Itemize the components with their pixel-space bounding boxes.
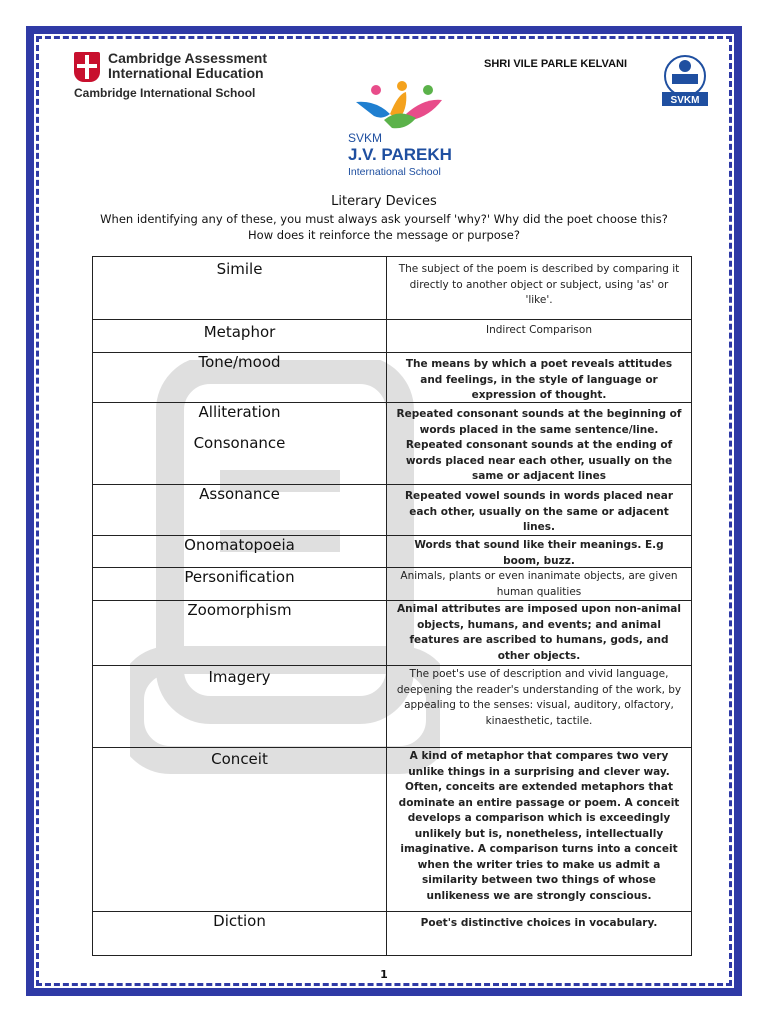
term-label: Alliteration <box>198 403 281 421</box>
term-cell <box>93 568 387 600</box>
term-label: Zoomorphism <box>187 601 292 619</box>
table-row <box>93 403 691 485</box>
term-label: Consonance <box>193 434 286 452</box>
definition-text: Repeated consonant sounds at the ending of words placed near each other, usually on the same or adjacent lines <box>405 439 673 482</box>
table-row <box>93 601 691 666</box>
cambridge-title: Cambridge Assessment International Education <box>108 50 267 81</box>
definition-text: Repeated vowel sounds in words placed near each other, usually on the same or adjacent lines. <box>404 490 674 533</box>
definition-cell <box>387 320 691 352</box>
term-label: Personification <box>184 568 295 586</box>
definition-cell <box>387 748 691 911</box>
definition-text: The means by which a poet reveals attitudes and feelings, in the style of language or expression of thought. <box>405 358 673 401</box>
definition-text: Animals, plants or even inanimate objects, are given human qualities <box>400 570 678 598</box>
literary-devices-table <box>92 256 692 956</box>
term-label: Metaphor <box>203 323 276 341</box>
page-title: Literary Devices <box>331 194 437 209</box>
term-label: Onomatopoeia <box>184 536 295 554</box>
table-row <box>93 568 691 601</box>
term-cell <box>93 748 387 911</box>
table-row <box>93 257 691 320</box>
definition-cell <box>387 666 691 747</box>
svkm-badge-text: SVKM <box>670 95 700 106</box>
intro-text <box>80 211 688 243</box>
jvp-sub-text: International School <box>348 166 441 178</box>
definition-text: Repeated consonant sounds at the beginning of words placed in the same sentence/line. <box>396 408 682 436</box>
jvp-name-text: J.V. PAREKH <box>348 145 452 164</box>
intro-line-1: When identifying any of these, you must always ask yourself 'why?' Why did the poet choose this? <box>100 212 668 226</box>
right-school-name: SHRI VILE PARLE KELVANI <box>484 58 628 70</box>
definition-part: A kind of metaphor that compares two very unlike things in a surprising and clever way. Often, conceits are extended metaphors that dominate an entire passage or poem. A conceit develops a <box>398 750 680 824</box>
table-row <box>93 353 691 403</box>
definition-emphasis: comparison <box>475 812 545 824</box>
definition-text: The subject of the poem is described by comparing it directly to another object or subject, using 'as' or 'like'. <box>398 263 680 306</box>
definition-cell <box>387 912 691 955</box>
term-label: Conceit <box>211 750 268 768</box>
table-row <box>93 320 691 353</box>
definition-text: Words that sound like their meanings. E.g boom, buzz. <box>414 539 664 567</box>
definition-cell <box>387 353 691 402</box>
term-cell <box>93 485 387 535</box>
definition-cell <box>387 257 691 319</box>
table-row <box>93 912 691 955</box>
jvp-svkm-text: SVKM <box>348 131 383 145</box>
definition-part: which is exceedingly unlikely but is, nonetheless, intellectually imaginative. A comparison turns into a conceit when the writer tries to make us admit a similarity between two things of whose unlikeness we are strongly conscious. <box>400 812 678 902</box>
definition-text: Indirect Comparison <box>486 324 592 336</box>
definition-text: Poet's distinctive choices in vocabulary. <box>420 917 658 929</box>
term-cell <box>93 536 387 567</box>
term-cell <box>93 666 387 747</box>
jvp-logo <box>346 80 456 180</box>
definition-cell <box>387 403 691 484</box>
definition-text <box>395 749 683 904</box>
term-cell <box>93 320 387 352</box>
table-row <box>93 748 691 912</box>
term-cell <box>93 257 387 319</box>
term-label: Imagery <box>208 668 271 686</box>
term-label: Diction <box>213 912 266 930</box>
page-number: 1 <box>380 968 388 981</box>
intro-line-2: How does it reinforce the message or purpose? <box>248 228 520 242</box>
svkm-logo-icon <box>658 52 712 108</box>
term-cell <box>93 601 387 665</box>
term-label: Tone/mood <box>198 353 281 371</box>
definition-text: The poet's use of description and vivid language, deepening the reader's understanding of the work, by appealing to the senses: visual, auditory, olfactory, kinaesthetic, tactile. <box>396 668 682 727</box>
definition-text: Animal attributes are imposed upon non-animal objects, humans, and events; and animal features are ascribed to humans, gods, and other objects. <box>397 603 681 662</box>
term-cell <box>93 403 387 484</box>
term-cell <box>93 353 387 402</box>
term-label: Simile <box>216 260 263 278</box>
definition-cell <box>387 485 691 535</box>
cambridge-school-label: Cambridge International School <box>74 86 256 100</box>
definition-cell <box>387 568 691 600</box>
cambridge-shield-icon <box>74 52 100 82</box>
definition-cell <box>387 601 691 665</box>
definition-cell <box>387 536 691 567</box>
term-cell <box>93 912 387 955</box>
term-label: Assonance <box>199 485 280 503</box>
table-row <box>93 485 691 536</box>
table-row <box>93 666 691 748</box>
table-row <box>93 536 691 568</box>
